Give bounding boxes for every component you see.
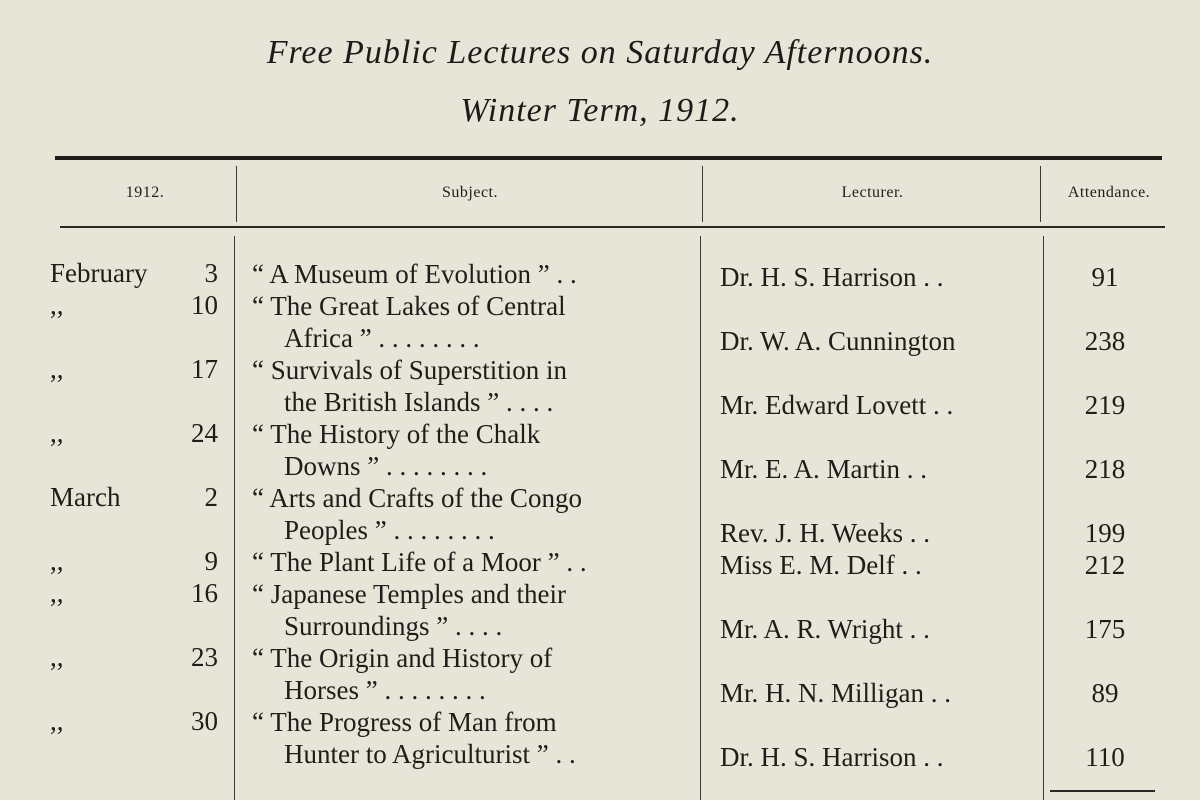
row-subject-line1: “ The Great Lakes of Central [252,291,566,321]
table-top-rule [55,156,1162,160]
row-day: 2 [204,482,218,512]
row-attendance: 89 [1091,678,1119,708]
row-lecturer: Miss E. M. Delf . . [720,550,922,580]
row-lecturer: Mr. E. A. Martin . . [720,454,927,484]
row-subject-line1: “ A Museum of Evolution ” . . [252,259,577,289]
table-row [0,418,1200,484]
header-divider [1040,166,1041,222]
row-month: ,, [50,354,64,384]
row-month: ,, [50,706,64,736]
row-subject-line2: the British Islands ” . . . . [284,387,554,417]
row-day: 10 [191,290,218,320]
row-attendance: 110 [1085,742,1125,772]
row-month: ,, [50,578,64,608]
row-lecturer: Mr. H. N. Milligan . . [720,678,952,708]
row-subject-line2: Horses ” . . . . . . . . [284,675,486,705]
row-subject-line2: Hunter to Agriculturist ” . . [284,739,576,769]
row-subject-line1: “ The Plant Life of a Moor ” . . [252,547,587,577]
row-day: 3 [204,258,218,288]
header-year: 1912. [125,184,165,201]
row-month: ,, [50,290,64,320]
row-month: ,, [50,642,64,672]
row-subject-line1: “ Survivals of Superstition in [252,355,567,385]
page-subtitle: Winter Term, 1912. [460,92,740,129]
row-attendance: 238 [1084,326,1126,356]
row-day: 30 [191,706,218,736]
row-attendance: 212 [1084,550,1126,580]
row-day: 24 [191,418,218,448]
row-subject-line2: Downs ” . . . . . . . . [284,451,488,481]
row-day: 17 [191,354,218,384]
row-month: ,, [50,546,64,576]
total-rule [1050,790,1155,792]
header-attendance: Attendance. [1067,184,1151,201]
header-subject: Subject. [442,184,498,201]
row-lecturer: Mr. A. R. Wright . . [720,614,930,644]
row-day: 9 [204,546,218,576]
table-row [0,354,1200,420]
table-row [0,578,1200,644]
table-row [0,482,1200,548]
row-subject-line1: “ The Origin and History of [252,643,553,673]
row-subject-line2: Peoples ” . . . . . . . . [284,515,495,545]
header-bottom-rule [60,226,1165,228]
table-row [0,706,1200,772]
row-subject-line1: “ Arts and Crafts of the Congo [252,483,582,513]
row-attendance: 219 [1084,390,1126,420]
row-subject-line1: “ The Progress of Man from [252,707,557,737]
row-subject-line2: Surroundings ” . . . . [284,611,503,641]
row-month: February [50,258,148,288]
table-row [0,290,1200,356]
row-subject-line2: Africa ” . . . . . . . . [284,323,480,353]
row-lecturer: Mr. Edward Lovett . . [720,390,954,420]
row-attendance: 175 [1084,614,1126,644]
row-month: ,, [50,418,64,448]
row-lecturer: Rev. J. H. Weeks . . [720,518,931,548]
header-divider [236,166,237,222]
row-day: 23 [191,642,218,672]
row-lecturer: Dr. H. S. Harrison . . [720,742,944,772]
table-row [0,642,1200,708]
header-lecturer: Lecturer. [841,184,904,201]
page-title: Free Public Lectures on Saturday Afternoons. [266,34,934,71]
row-lecturer: Dr. W. A. Cunnington [720,326,956,356]
row-attendance: 91 [1091,262,1119,292]
row-attendance: 199 [1084,518,1126,548]
header-divider [702,166,703,222]
row-day: 16 [191,578,218,608]
row-month: March [50,482,121,512]
row-lecturer: Dr. H. S. Harrison . . [720,262,944,292]
row-subject-line1: “ Japanese Temples and their [252,579,566,609]
row-subject-line1: “ The History of the Chalk [252,419,541,449]
row-attendance: 218 [1084,454,1126,484]
